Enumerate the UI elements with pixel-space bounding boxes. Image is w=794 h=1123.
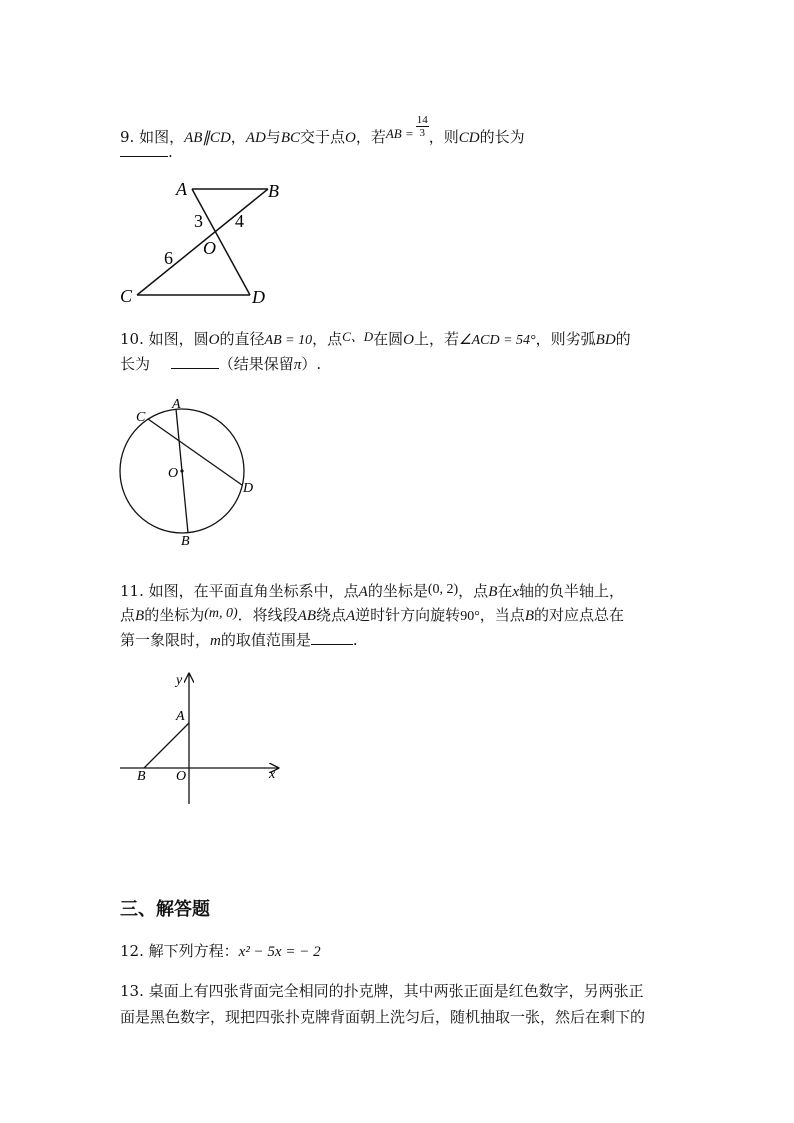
q11-figure [112, 668, 287, 810]
q13-number: 13. [120, 982, 144, 1000]
q10-label-A: A [172, 397, 181, 412]
q10-label-B: B [181, 534, 190, 547]
q11-label-A: A [176, 709, 185, 724]
q9-answer-line: . [120, 140, 173, 161]
q9-fraction: $\frac{14}{3}$ [416, 114, 428, 139]
q10-label-O: O [168, 466, 179, 481]
q11-label-O: O [176, 769, 187, 784]
q9-length-6: 6 [164, 248, 173, 268]
q10-line2: 长为 （结果保留π）. [120, 352, 321, 374]
q11-line1: 11. 如图，在平面直角坐标系中，点A的坐标是(0, 2)，点B在x轴的负半轴上， [120, 582, 625, 600]
q10-line1: 10. 如图，圆O的直径AB = 10，点C、D在圆O上，若∠ACD = 54°，则劣弧BD的 [120, 329, 631, 348]
q9-label-D: D [252, 287, 265, 307]
q11-line3: 第一象限时，m的取值范围是 . [120, 628, 358, 650]
q13-line1: 13. 桌面上有四张背面完全相同的扑克牌，其中两张正面是红色数字，另两张正 [120, 982, 644, 1000]
q9-figure [110, 175, 300, 310]
q9-answer-blank [120, 140, 168, 157]
q11-line2: 点B的坐标为(m, 0)．将线段AB绕点A逆时针方向旋转90°，当点B的对应点总在 [120, 606, 624, 624]
q9-length-4: 4 [235, 211, 244, 231]
q11-label-B: B [137, 769, 146, 784]
q12-number: 12. [120, 942, 144, 960]
q10-label-D: D [243, 481, 254, 496]
q9-label-O: O [203, 238, 216, 258]
q11-number: 11. [120, 582, 144, 600]
q12-line: 12. 解下列方程：x² − 5x = − 2 [120, 942, 321, 960]
q9-length-3: 3 [194, 211, 203, 231]
q10-number: 10. [120, 330, 144, 348]
q13-line2: 面是黑色数字，现把四张扑克牌背面朝上洗匀后，随机抽取一张，然后在剩下的 [120, 1008, 646, 1026]
q12-equation: x² − 5x = − 2 [238, 944, 321, 960]
q11-label-x: x [269, 767, 276, 782]
q9-number: 9. [120, 128, 135, 146]
q11-answer-blank [311, 628, 353, 645]
q9-label-B: B [268, 181, 279, 201]
q9-label-A: A [176, 179, 187, 199]
section-title-answers: 三、解答题 [120, 899, 210, 920]
q9-label-C: C [120, 286, 133, 306]
q10-answer-blank [171, 352, 219, 369]
q10-label-C: C [136, 410, 146, 425]
q9-parallel: AB∥CD [184, 130, 231, 146]
q11-label-y: y [176, 673, 183, 688]
q10-figure [112, 395, 262, 547]
q9-line1: 9. 如图，AB∥CD，AD与BC交于点O，若AB = $\frac{14}{3}$ ，则CD的长为 [120, 114, 525, 146]
